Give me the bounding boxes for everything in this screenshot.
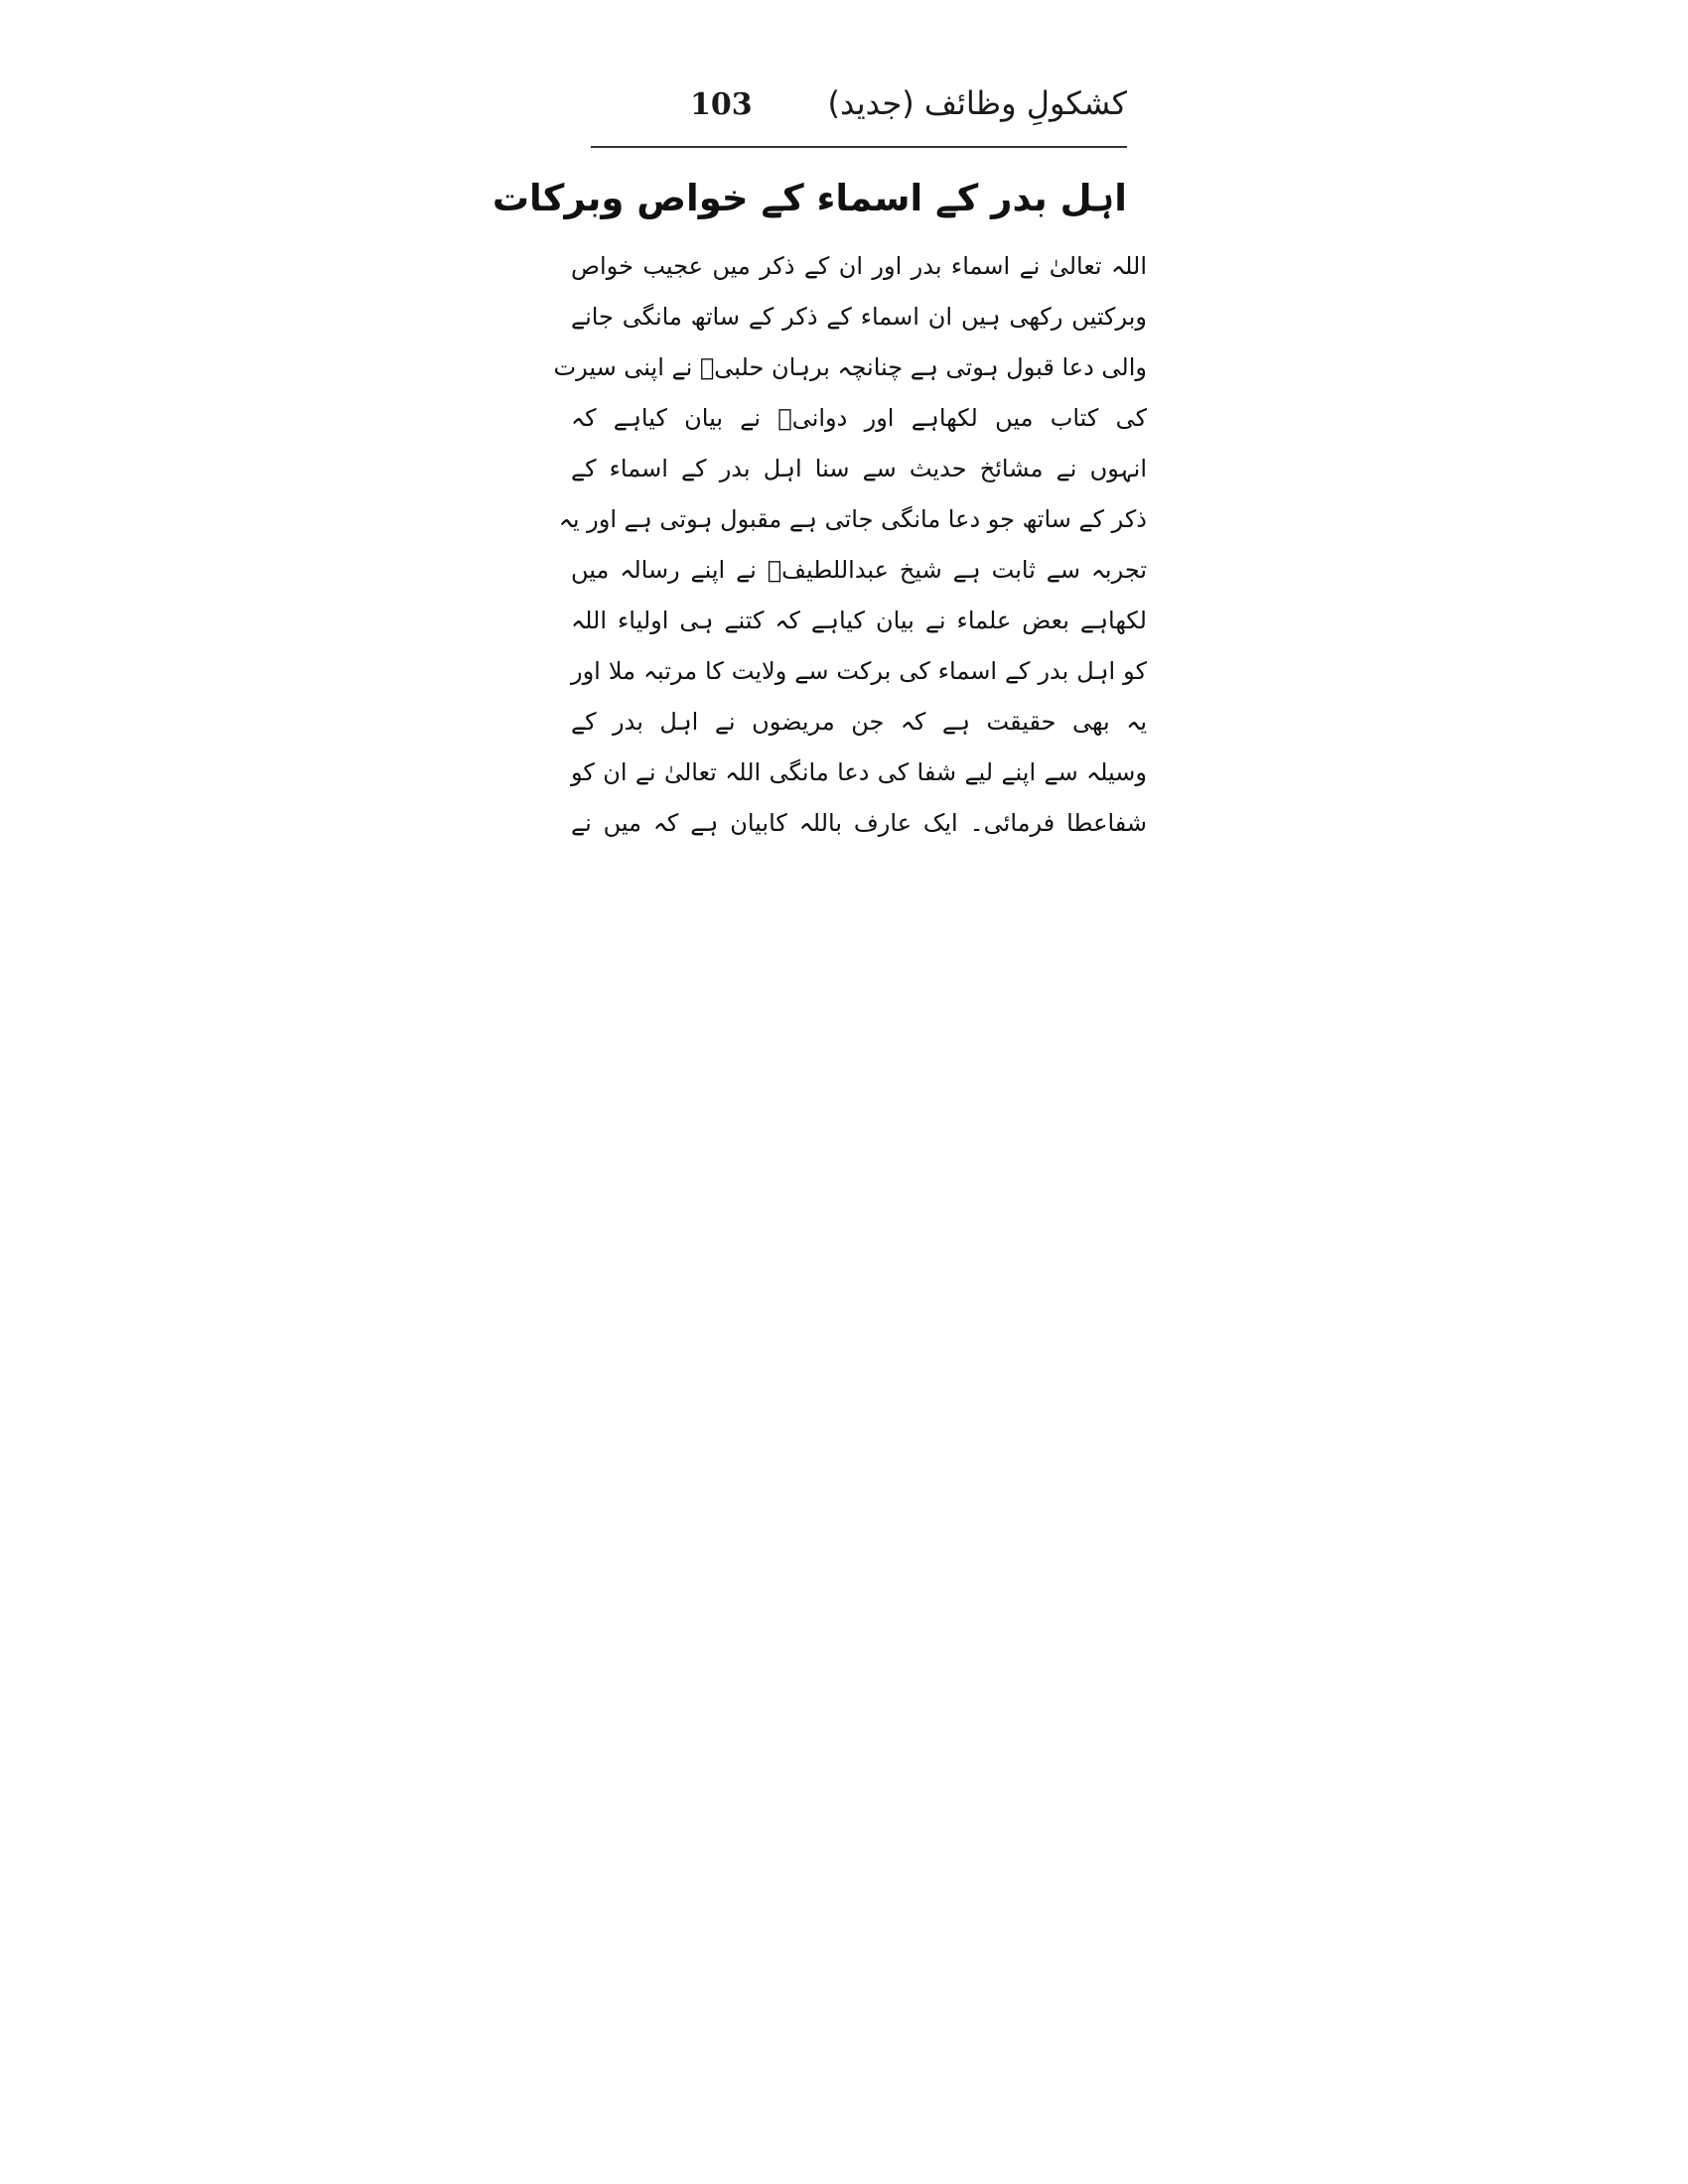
body-line: شفاعطا فرمائی۔ ایک عارف باللہ کابیان ہے کہ میں نے bbox=[571, 809, 1147, 837]
book-title: کشکولِ وظائف (جدید) bbox=[827, 84, 1127, 122]
chapter-heading: اہل بدر کے اسماء کے خواص وبرکات bbox=[492, 177, 1127, 219]
body-text bbox=[553, 241, 1147, 849]
body-line: کو اہل بدر کے اسماء کی برکت سے ولایت کا مرتبہ ملا اور bbox=[571, 657, 1147, 685]
body-line: کی کتاب میں لکھاہے اور دوانیؒ نے بیان کیاہے کہ bbox=[571, 404, 1147, 432]
page-number: 103 bbox=[690, 87, 753, 122]
header-divider bbox=[591, 146, 1127, 148]
page-header bbox=[591, 77, 1127, 137]
body-line: انہوں نے مشائخ حدیث سے سنا اہل بدر کے اسماء کے bbox=[571, 455, 1147, 482]
body-line: وسیلہ سے اپنے لیے شفا کی دعا مانگی اللہ تعالیٰ نے ان کو bbox=[571, 758, 1147, 786]
body-line: ذکر کے ساتھ جو دعا مانگی جاتی ہے مقبول ہوتی ہے اور یہ bbox=[558, 505, 1147, 533]
body-line: لکھاہے بعض علماء نے بیان کیاہے کہ کتنے ہی اولیاء اللہ bbox=[571, 607, 1147, 634]
body-line: اللہ تعالیٰ نے اسماء بدر اور ان کے ذکر میں عجیب خواص bbox=[571, 252, 1147, 280]
body-line: یہ بھی حقیقت ہے کہ جن مریضوں نے اہل بدر کے bbox=[571, 708, 1147, 736]
body-line: والی دعا قبول ہوتی ہے چنانچہ برہان حلبیؒ نے اپنی سیرت bbox=[553, 353, 1147, 381]
body-line: تجربہ سے ثابت ہے شیخ عبداللطیفؒ نے اپنے رسالہ میں bbox=[571, 556, 1147, 584]
body-line: وبرکتیں رکھی ہیں ان اسماء کے ذکر کے ساتھ مانگی جانے bbox=[571, 303, 1147, 331]
